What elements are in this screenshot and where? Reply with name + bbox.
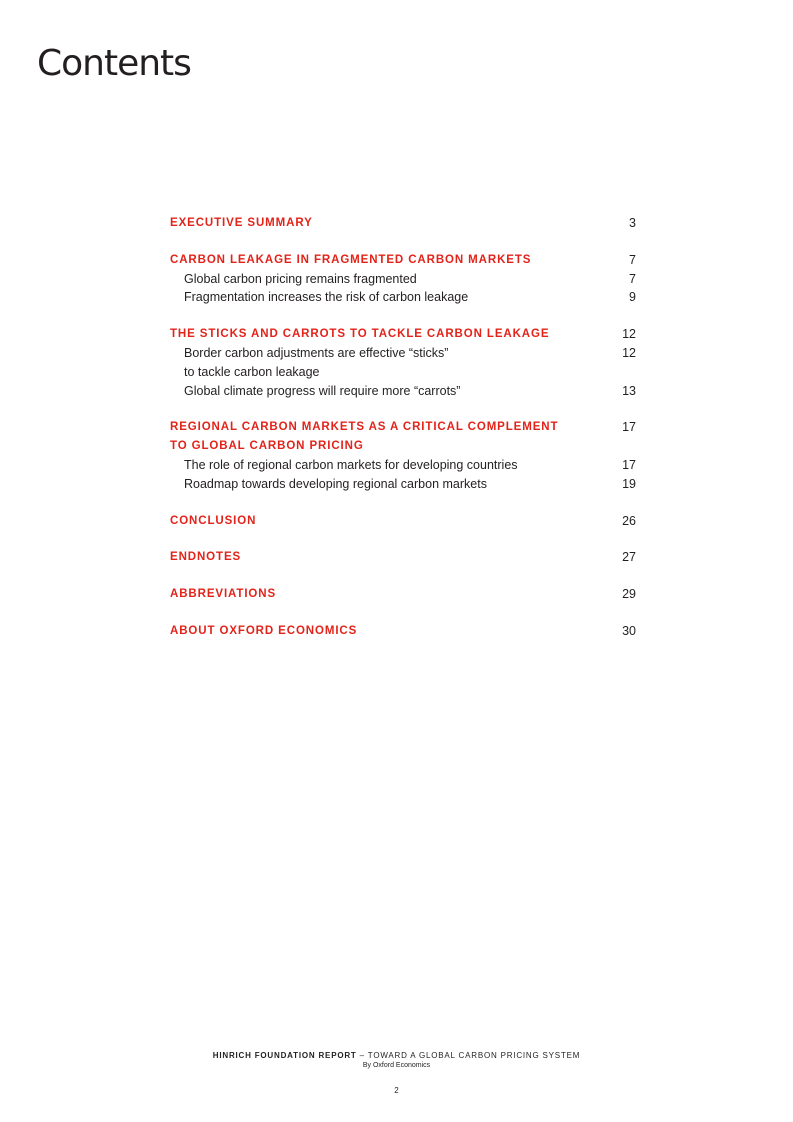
toc-subentry-line: Roadmap towards developing regional carbon markets xyxy=(184,476,487,491)
toc-heading-line: CARBON LEAKAGE IN FRAGMENTED CARBON MARKETS xyxy=(170,253,532,266)
toc-subentry-title xyxy=(184,382,460,401)
toc-subentry[interactable] xyxy=(170,382,636,401)
toc-subentry-line: Border carbon adjustments are effective “sticks” xyxy=(184,345,449,360)
toc-heading-title xyxy=(170,512,256,531)
toc-subentry-line: to tackle carbon leakage xyxy=(184,364,320,379)
toc-section xyxy=(170,325,636,400)
toc-subentry-line: The role of regional carbon markets for developing countries xyxy=(184,457,518,472)
footer xyxy=(0,1050,793,1071)
toc-section xyxy=(170,585,636,604)
toc-subentry-title xyxy=(184,288,468,307)
footer-report-name: HINRICH FOUNDATION REPORT xyxy=(212,1051,357,1060)
toc-page-number: 29 xyxy=(622,587,636,602)
toc-heading-entry[interactable] xyxy=(170,622,636,641)
toc-heading-line: TO GLOBAL CARBON PRICING xyxy=(170,440,364,453)
toc-heading-line: REGIONAL CARBON MARKETS AS A CRITICAL COMPLEMENT xyxy=(170,421,559,434)
toc-heading-line: THE STICKS AND CARROTS TO TACKLE CARBON LEAKAGE xyxy=(170,328,550,341)
toc-subentry-line: Global carbon pricing remains fragmented xyxy=(184,271,417,286)
toc-heading-entry[interactable] xyxy=(170,512,636,531)
footer-separator: – xyxy=(356,1051,368,1060)
toc-heading-title xyxy=(170,251,531,270)
toc-subentry[interactable] xyxy=(170,270,636,289)
toc-page-number: 19 xyxy=(622,476,636,491)
toc-subentry[interactable] xyxy=(170,456,636,475)
toc-heading-line: ENDNOTES xyxy=(170,551,242,564)
toc-heading-title xyxy=(170,548,241,567)
toc-section xyxy=(170,512,636,531)
toc-page-number: 9 xyxy=(629,290,636,305)
footer-report-line xyxy=(0,1050,793,1061)
footer-byline: By Oxford Economics xyxy=(362,1062,431,1069)
toc-subentry-title xyxy=(184,456,518,475)
toc-page-number: 7 xyxy=(629,252,636,267)
toc-heading-entry[interactable] xyxy=(170,251,636,270)
toc-page-number: 7 xyxy=(629,271,636,286)
toc-section xyxy=(170,418,636,493)
toc-page-number: 30 xyxy=(622,623,636,638)
toc-heading-line: ABOUT OXFORD ECONOMICS xyxy=(170,624,358,637)
toc-heading-title xyxy=(170,622,357,641)
toc-heading-entry[interactable] xyxy=(170,548,636,567)
page-number: 2 xyxy=(394,1086,399,1095)
toc-heading-entry[interactable] xyxy=(170,585,636,604)
toc-page-number: 12 xyxy=(622,327,636,342)
toc-heading-line: CONCLUSION xyxy=(170,514,257,527)
toc-page-number: 17 xyxy=(622,457,636,472)
toc-page-number: 26 xyxy=(622,513,636,528)
toc-section xyxy=(170,214,636,233)
toc-page-number: 17 xyxy=(622,420,636,435)
toc-heading-line: ABBREVIATIONS xyxy=(170,588,277,601)
toc-heading-entry[interactable] xyxy=(170,418,636,456)
toc-heading-entry[interactable] xyxy=(170,325,636,344)
page-title: Contents xyxy=(37,43,191,84)
toc-heading-title xyxy=(170,214,313,233)
toc-section xyxy=(170,548,636,567)
table-of-contents xyxy=(170,214,636,659)
toc-heading-entry[interactable] xyxy=(170,214,636,233)
toc-heading-title xyxy=(170,325,549,344)
toc-subentry-title xyxy=(184,475,487,494)
toc-subentry-line: Global climate progress will require more “carrots” xyxy=(184,383,461,398)
toc-subentry[interactable] xyxy=(170,344,636,382)
toc-page-number: 12 xyxy=(622,345,636,360)
toc-heading-line: EXECUTIVE SUMMARY xyxy=(170,217,313,229)
toc-heading-title xyxy=(170,585,276,604)
toc-subentry-title xyxy=(184,344,448,382)
toc-section xyxy=(170,622,636,641)
toc-subentry-line: Fragmentation increases the risk of carbon leakage xyxy=(184,290,469,305)
toc-subentry[interactable] xyxy=(170,288,636,307)
toc-page-number: 13 xyxy=(622,383,636,398)
toc-subentry-title xyxy=(184,270,417,289)
toc-section xyxy=(170,251,636,307)
toc-page-number: 27 xyxy=(622,550,636,565)
toc-subentry[interactable] xyxy=(170,475,636,494)
toc-heading-title xyxy=(170,418,558,456)
toc-page-number: 3 xyxy=(629,216,636,230)
footer-report-title: TOWARD A GLOBAL CARBON PRICING SYSTEM xyxy=(367,1051,581,1060)
